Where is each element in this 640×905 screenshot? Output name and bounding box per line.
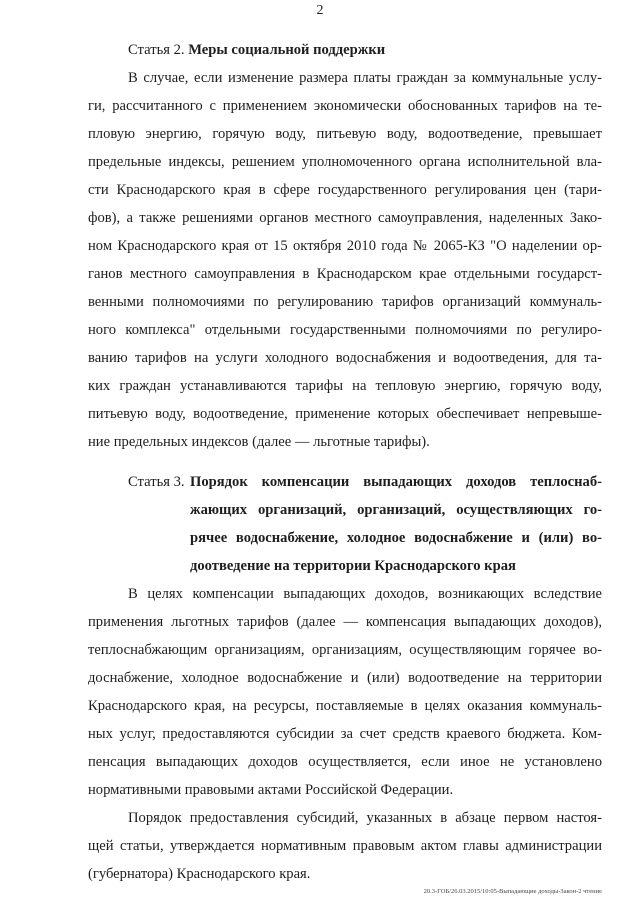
article-3-line: нормативными правовыми актами Российской Федерации. (88, 782, 454, 798)
article-3-label: Статья 3. (128, 474, 185, 490)
article-2-line: венными полномочиями по регулированию тарифов организаций коммуналь- (88, 294, 602, 310)
article-2-line: ванию тарифов на услуги холодного водоснабжения и водоотведения, для та- (88, 350, 602, 366)
page-number: 2 (316, 3, 324, 18)
article-3-line: Краснодарского края, на ресурсы, поставляемые в целях оказания коммуналь- (88, 698, 602, 714)
article-2-line: ном Краснодарского края от 15 октября 2010 года № 2065-КЗ "О наделении ор- (88, 238, 602, 254)
document-footer-id: 20.3-ГОБ/26.03.2015/10:05-Выпадающие доходы-Закон-2 чтение (423, 888, 602, 895)
article-3-line: пенсация выпадающих доходов осуществляется, если иное не установлено (88, 754, 602, 770)
article-3-line: щей статьи, утверждается нормативным правовым актом главы администрации (88, 838, 602, 854)
article-3-line: доснабжение, холодное водоснабжение и (или) водоотведение на территории (88, 670, 602, 686)
article-2-line: питьевую воду, водоотведение, применение которых обеспечивает непревыше- (88, 406, 602, 422)
article-2-label: Статья 2. (128, 42, 185, 58)
article-2-line: пловую энергию, горячую воду, питьевую воду, водоотведение, превышает (88, 126, 602, 142)
article-2-line: фов), а также решениями органов местного самоуправления, наделенных Зако- (88, 210, 602, 226)
article-2-line: ного комплекса" отдельными государственными полномочиями по регулиро- (88, 322, 602, 338)
article-3-title-line: доотведение на территории Краснодарского края (190, 558, 516, 574)
article-3-line: теплоснабжающим организациям, организациям, осуществляющим горячее во- (88, 642, 602, 658)
article-3-title-line: Порядок компенсации выпадающих доходов теплоснаб- (190, 474, 602, 490)
article-3-title-line: жающих организаций, организаций, осуществляющих го- (190, 502, 602, 518)
article-2-line: ких граждан устанавливаются тарифы на тепловую энергию, горячую воду, (88, 378, 602, 394)
article-3-line: В целях компенсации выпадающих доходов, возникающих вследствие (128, 586, 602, 602)
article-3-line: Порядок предоставления субсидий, указанных в абзаце первом настоя- (128, 810, 602, 826)
article-2-line: ние предельных индексов (далее — льготные тарифы). (88, 434, 430, 450)
article-2-line: сти Краснодарского края в сфере государственного регулирования цен (тари- (88, 182, 602, 198)
article-3-line: применения льготных тарифов (далее — компенсация выпадающих доходов), (88, 614, 602, 630)
article-2-line: ги, рассчитанного с применением экономически обоснованных тарифов на те- (88, 98, 602, 114)
article-3-line: ных услуг, предоставляются субсидии за счет средств краевого бюджета. Ком- (88, 726, 602, 742)
article-2-line: ганов местного самоуправления в Краснодарском крае отдельными государст- (88, 266, 602, 282)
article-2-line: В случае, если изменение размера платы граждан за коммунальные услу- (128, 70, 602, 86)
article-2-heading (128, 40, 602, 60)
article-3-title-line: рячее водоснабжение, холодное водоснабжение и (или) во- (190, 530, 602, 546)
article-2-title: Меры социальной поддержки (188, 42, 386, 58)
article-2-line: предельные индексы, решением уполномоченного органа исполнительной вла- (88, 154, 602, 170)
article-3-line: (губернатора) Краснодарского края. (88, 866, 311, 882)
